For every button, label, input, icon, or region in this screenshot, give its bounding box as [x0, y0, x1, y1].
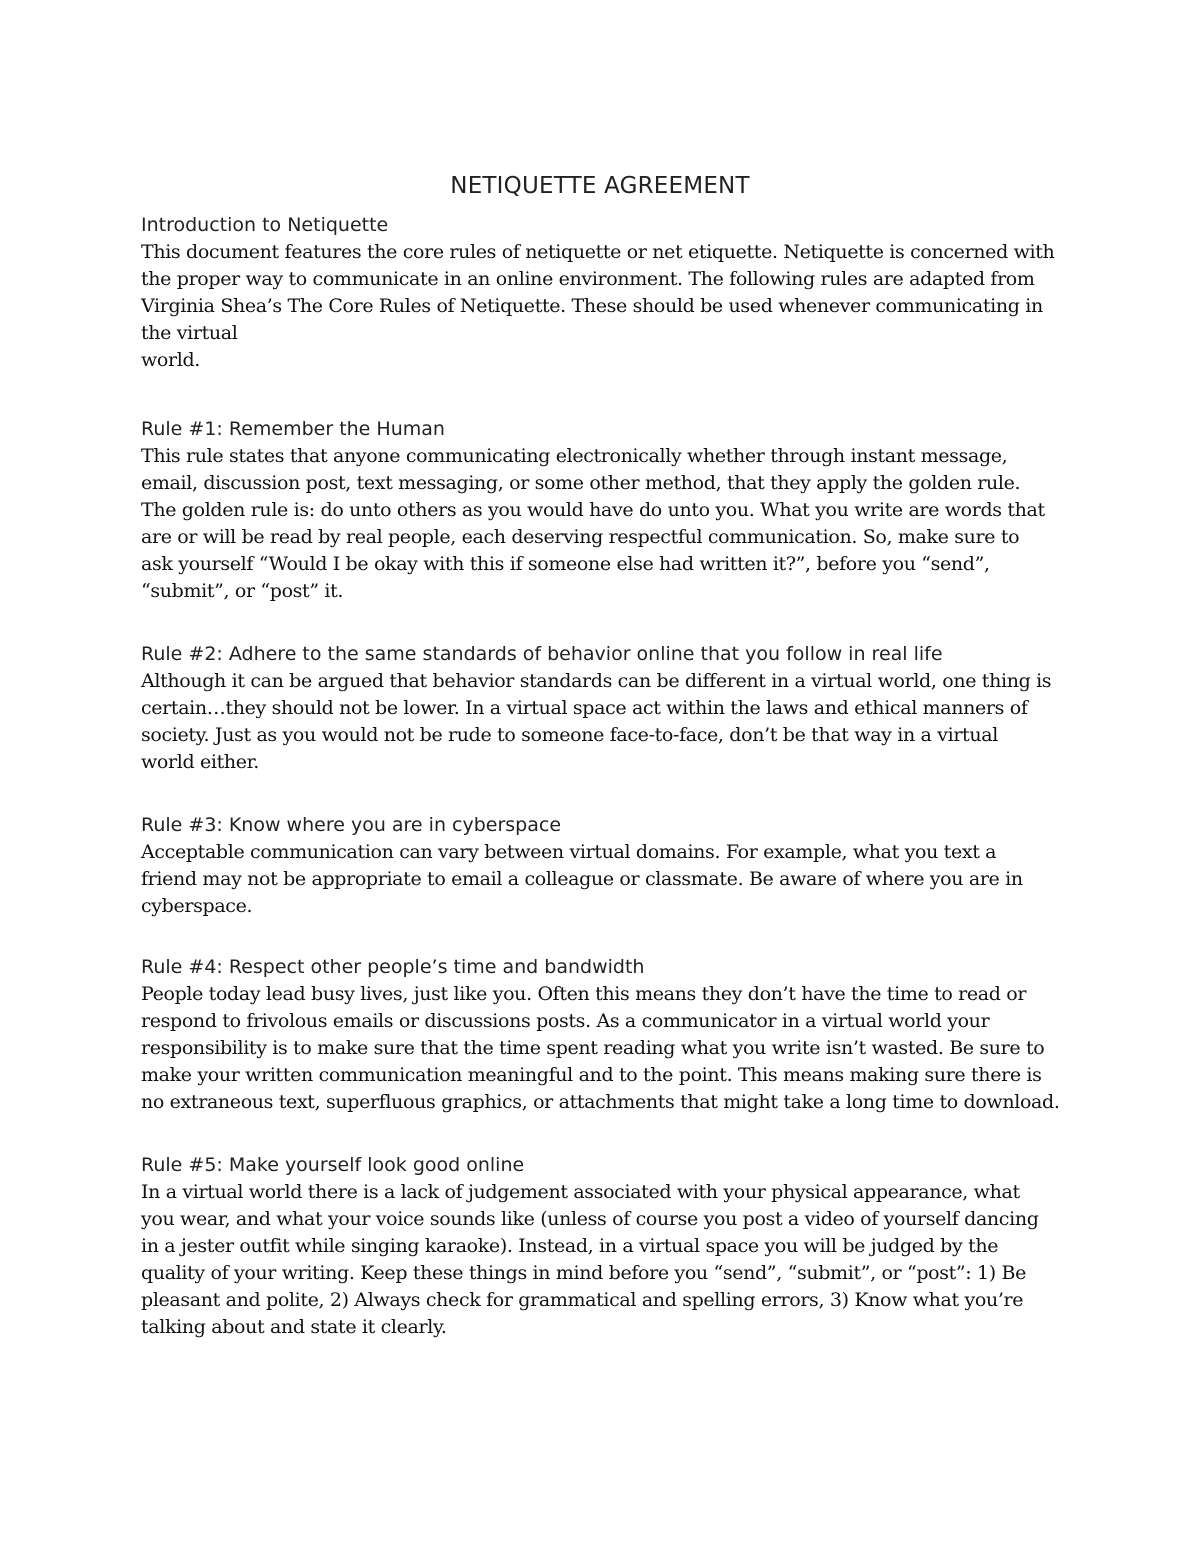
paragraph-line: world either. [141, 751, 259, 773]
paragraph-line: Although it can be argued that behavior standards can be different in a virtual world, one thing is [141, 670, 1052, 692]
paragraph-line: no extraneous text, superfluous graphics, or attachments that might take a long time to download. [141, 1091, 1060, 1113]
section-rule-1 [141, 415, 1071, 605]
paragraph-line: friend may not be appropriate to email a colleague or classmate. Be aware of where you are in [141, 868, 1023, 890]
section-heading: Rule #4: Respect other people’s time and bandwidth [141, 956, 645, 978]
section-rule-2 [141, 640, 1071, 776]
paragraph-line: the virtual [141, 322, 238, 344]
paragraph-line: world. [141, 349, 200, 371]
section-heading: Rule #2: Adhere to the same standards of behavior online that you follow in real life [141, 643, 943, 665]
paragraph-line: email, discussion post, text messaging, or some other method, that they apply the golden rule. [141, 472, 1021, 494]
paragraph-line: In a virtual world there is a lack of judgement associated with your physical appearance, what [141, 1181, 1020, 1203]
paragraph-line: respond to frivolous emails or discussions posts. As a communicator in a virtual world your [141, 1010, 990, 1032]
section-rule-5 [141, 1151, 1071, 1341]
section-introduction [141, 211, 1071, 374]
paragraph-line: Acceptable communication can vary between virtual domains. For example, what you text a [141, 841, 997, 863]
section-heading: Rule #5: Make yourself look good online [141, 1154, 525, 1176]
paragraph-line: you wear, and what your voice sounds like (unless of course you post a video of yourself dancing [141, 1208, 1039, 1230]
paragraph-line: talking about and state it clearly. [141, 1316, 447, 1338]
section-heading: Introduction to Netiquette [141, 214, 389, 236]
paragraph-line: This rule states that anyone communicating electronically whether through instant message, [141, 445, 1008, 467]
paragraph-line: are or will be read by real people, each deserving respectful communication. So, make sure to [141, 526, 1020, 548]
paragraph-line: in a jester outfit while singing karaoke). Instead, in a virtual space you will be judged by the [141, 1235, 999, 1257]
paragraph-line: ask yourself “Would I be okay with this if someone else had written it?”, before you “send”, [141, 553, 990, 575]
section-rule-3 [141, 811, 1071, 920]
paragraph-line: This document features the core rules of netiquette or net etiquette. Netiquette is concerned with [141, 241, 1055, 263]
paragraph-line: “submit”, or “post” it. [141, 580, 344, 602]
section-heading: Rule #1: Remember the Human [141, 418, 445, 440]
section-rule-4 [141, 953, 1071, 1116]
paragraph-line: cyberspace. [141, 895, 253, 917]
section-heading: Rule #3: Know where you are in cyberspace [141, 814, 562, 836]
paragraph-line: The golden rule is: do unto others as you would have do unto you. What you write are words that [141, 499, 1045, 521]
paragraph-line: the proper way to communicate in an online environment. The following rules are adapted from [141, 268, 1035, 290]
paragraph-line: responsibility is to make sure that the time spent reading what you write isn’t wasted. Be sure to [141, 1037, 1045, 1059]
paragraph-line: certain…they should not be lower. In a virtual space act within the laws and ethical manners of [141, 697, 1028, 719]
paragraph-line: pleasant and polite, 2) Always check for grammatical and spelling errors, 3) Know what you’re [141, 1289, 1024, 1311]
paragraph-line: Virginia Shea’s The Core Rules of Netiquette. These should be used whenever communicating in [141, 295, 1043, 317]
paragraph-line: People today lead busy lives, just like you. Often this means they don’t have the time to read or [141, 983, 1027, 1005]
paragraph-line: make your written communication meaningful and to the point. This means making sure there is [141, 1064, 1042, 1086]
paragraph-line: society. Just as you would not be rude to someone face-to-face, don’t be that way in a virtual [141, 724, 998, 746]
document-title: NETIQUETTE AGREEMENT [450, 173, 750, 199]
paragraph-line: quality of your writing. Keep these things in mind before you “send”, “submit”, or “post”: 1) Be [141, 1262, 1027, 1284]
